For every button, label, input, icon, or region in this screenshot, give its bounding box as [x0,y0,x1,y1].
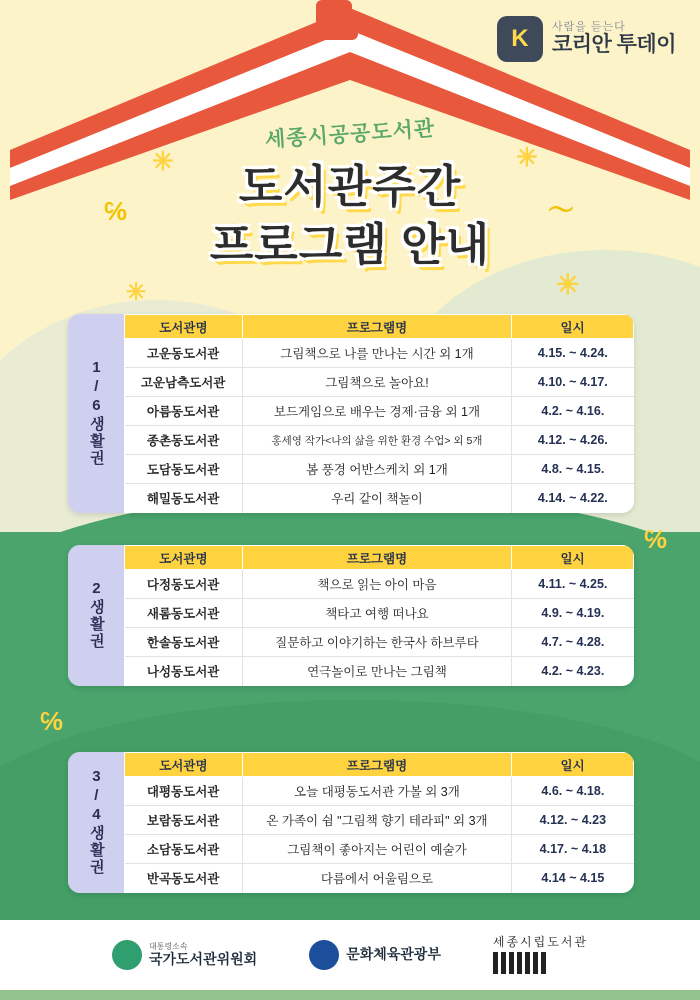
cell-date: 4.9. ~ 4.19. [512,599,634,628]
cell-date: 4.6. ~ 4.18. [512,777,634,806]
cell-program: 연극놀이로 만나는 그림책 [242,657,511,686]
blue-emblem-icon [309,940,339,970]
cell-date: 4.2. ~ 4.23. [541,664,605,679]
footer-logo-2 [309,940,441,970]
cell-date: 4.12. ~ 4.26. [512,426,634,455]
column-header-program: 프로그램명 [242,315,511,339]
cell-date: 4.12. ~ 4.23 [512,806,634,835]
table-row [125,484,634,513]
cell-library: 고운남측도서관 [125,368,243,397]
cell-date: 4.17. ~ 4.18 [512,835,634,864]
cell-program: 보드게임으로 배우는 경제·금융 외 1개 [242,397,511,426]
zone-label: 2생활권 [87,580,105,651]
sparkle-icon: ✳ [152,146,174,176]
table-row [125,339,634,368]
green-emblem-icon [112,940,142,970]
footer-logo-3 [493,936,588,973]
title-line-1: 도서관주간 [238,161,462,212]
footer-main-2: 문화체육관광부 [346,946,441,963]
zone-label: 3/4생활권 [87,768,105,877]
cell-program: 오늘 대평동도서관 가볼 외 3개 [242,777,511,806]
zone-badge-3 [68,752,124,893]
cell-library: 한솔동도서관 [125,628,243,657]
cell-library: 대평동도서관 [125,777,243,806]
squiggle-icon: 〜 [548,195,575,225]
poster-subtitle: 세종시공공도서관 [264,117,436,152]
column-header-library: 도서관명 [125,753,243,777]
table-row [125,864,634,893]
footer-main-1: 국가도서관위원회 [148,950,258,967]
table-row [125,806,634,835]
footer-main-3: 세종시립도서관 [492,935,589,950]
cell-library: 소담동도서관 [125,835,243,864]
cell-program: 그림책으로 나를 만나는 시간 외 1개 [242,339,511,368]
cell-program: 책타고 여행 떠나요 [242,599,511,628]
cell-library: 보람동도서관 [125,806,243,835]
table-row [125,628,634,657]
table-row [125,570,634,599]
logo-name: 코리안 투데이 [551,33,676,57]
program-table-2 [124,545,634,686]
table-row [125,368,634,397]
table-header-row [125,753,634,777]
table-row [125,599,634,628]
section-card-1 [68,314,634,513]
cell-program: 온 가족이 쉼 "그림책 향기 테라피" 외 3개 [242,806,511,835]
column-header-program: 프로그램명 [242,546,511,570]
table-row [125,777,634,806]
cell-date: 4.7. ~ 4.28. [512,628,634,657]
section-card-3 [68,752,634,893]
table-header-row [125,546,634,570]
cell-date: 4.11. ~ 4.25. [512,570,634,599]
cell-library: 도담동도서관 [125,455,243,484]
footer-logo-1 [112,940,257,970]
brand-logo [497,16,676,62]
cell-date: 4.15. ~ 4.24. [512,339,634,368]
program-table-1 [124,314,634,513]
table-header-row [125,315,634,339]
cell-library: 나성동도서관 [125,657,243,686]
cell-program: 책으로 읽는 아이 마음 [242,570,511,599]
zone-badge-1 [68,314,124,513]
cell-date: 4.8. ~ 4.15. [512,455,634,484]
squiggle-icon: ℅ [644,524,668,554]
cell-program: 그림책으로 놀아요! [242,368,511,397]
column-header-date: 일시 [512,753,634,777]
cell-library: 반곡동도서관 [125,864,243,893]
logo-tagline: 사람을 듣는다 [551,20,626,33]
footer [0,920,700,990]
barcode-icon [493,952,588,974]
column-header-library: 도서관명 [125,315,243,339]
column-header-date: 일시 [512,546,634,570]
cell-date: 4.14. ~ 4.22. [537,491,608,506]
sparkle-icon: ✳ [556,269,580,300]
cell-program: 봄 풍경 어반스케치 외 1개 [242,455,511,484]
cell-date: 4.14 ~ 4.15 [541,871,605,886]
cell-library: 아름동도서관 [125,397,243,426]
cell-library: 고운동도서관 [125,339,243,368]
cell-library: 해밀동도서관 [125,484,243,513]
table-row [125,657,634,686]
cell-date: 4.10. ~ 4.17. [512,368,634,397]
table-row [125,426,634,455]
section-card-2 [68,545,634,686]
cell-program: 그림책이 좋아지는 어린이 예술가 [242,835,511,864]
cell-program: 다름에서 어울림으로 [242,864,511,893]
sparkle-icon: ✳ [516,142,538,172]
table-row [125,397,634,426]
column-header-date: 일시 [512,315,634,339]
table-row [125,835,634,864]
cell-date: 4.2. ~ 4.16. [512,397,634,426]
logo-icon: K [497,16,543,62]
cell-program: 질문하고 이야기하는 한국사 하브루타 [242,628,511,657]
column-header-library: 도서관명 [125,546,243,570]
title-line-2: 프로그램 안내 [209,218,491,270]
zone-label: 1/6생활권 [87,359,105,468]
zone-badge-2 [68,545,124,686]
cell-library: 새롬동도서관 [125,599,243,628]
cell-program: 홍세영 작가<나의 삶을 위한 환경 수업> 외 5개 [242,426,511,455]
cell-library: 다정동도서관 [125,570,243,599]
program-table-3 [124,752,634,893]
cell-program: 우리 같이 책놀이 [242,484,511,513]
cell-library: 종촌동도서관 [125,426,243,455]
table-row [125,455,634,484]
squiggle-icon: ℅ [40,706,64,736]
sparkle-icon: ✳ [126,279,147,306]
squiggle-icon: ℅ [104,196,128,226]
footer-sub-1: 대통령소속 [148,941,188,951]
column-header-program: 프로그램명 [242,753,511,777]
